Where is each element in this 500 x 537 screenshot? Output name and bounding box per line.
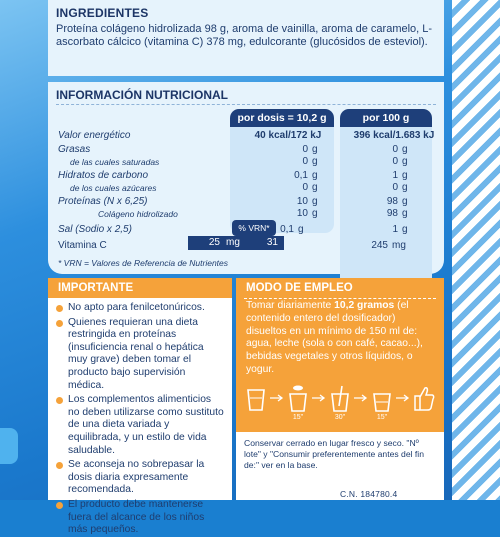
row-label: Grasas [58,144,91,155]
thumbs-up-icon [412,384,436,412]
row-value-100g: 98 [386,208,398,219]
nutrition-footnote: * VRN = Valores de Referencia de Nutrientes [58,258,229,268]
row-label: Proteínas (N x 6,25) [58,196,148,207]
arrow-icon [396,394,410,402]
vrn-header: % VRN* [232,220,276,236]
row-value-dose: 0 [302,144,308,155]
row-value-100g: 245 [371,240,388,251]
side-tab-decoration [0,428,18,464]
product-code: C.N. 184780.4 [340,489,398,499]
row-protein [58,196,436,208]
step-time: 30" [334,414,346,421]
row-value-100g: 98 [386,196,398,207]
method-title: MODO DE EMPLEO [236,278,444,298]
step-time: 15" [292,414,304,421]
striped-edge-decoration [452,0,500,500]
row-collagen [58,208,436,220]
arrow-icon [312,394,326,402]
row-unit-dose: g [312,144,318,155]
vitamin-c-vrn-value: 31 [266,237,278,248]
row-unit-100g: g [402,224,408,235]
row-unit-dose: g [312,196,318,207]
row-value-100g: 1 [392,224,398,235]
row-fat [58,144,436,156]
row-carbs [58,170,436,182]
row-value-100g: 396 kcal/1.683 kJ [353,130,435,141]
row-sugars [58,182,436,194]
list-item: Se aconseja no sobrepasar la dosis diaria expresamente recomendada. [56,459,224,497]
arrow-icon [354,394,368,402]
method-text: (el contenido entero del dosificador) disueltos en un mínimo de 150 ml de: agua, leche (sola o con café, cacao...), bebidas vegetales y otros líquidos, o yogur. [246,300,423,375]
wait-glass-icon [370,384,394,412]
row-value-dose: 40 kcal/172 kJ [254,130,322,141]
vitamin-c-dose-bar [188,236,284,250]
row-unit-dose: g [312,182,318,193]
ingredients-panel [48,0,444,76]
row-label: de las cuales saturadas [70,157,160,167]
row-unit-dose: g [298,224,304,235]
list-item: No apto para fenilcetonúricos. [56,302,224,315]
row-label: Sal (Sodio x 2,5) [58,224,132,235]
row-unit-100g: g [402,182,408,193]
method-text-block [246,300,436,377]
scoop-into-glass-icon [286,384,310,412]
vitamin-c-dose-unit: mg [226,237,240,248]
list-item: El producto debe mantenerse fuera del alcance de los niños más pequeños. [56,499,224,537]
row-unit-dose: g [312,156,318,167]
step-time: 15" [376,414,388,421]
row-value-dose: 0 [302,156,308,167]
list-item: Los complementos alimenticios no deben utilizarse como sustituto de una dieta variada y equilibrada, y un estilo de vida saludable. [56,394,224,457]
method-dose: 10,2 gramos [334,300,395,311]
row-label: de los cuales azúcares [70,183,157,193]
row-unit-dose: g [312,208,318,219]
method-panel [236,278,444,432]
glass-icon [244,384,268,412]
per-100g-header: por 100 g [340,109,432,127]
row-value-dose: 0,1 [294,170,308,181]
row-label: Valor energético [58,130,131,141]
row-value-100g: 0 [392,182,398,193]
row-value-dose: 0 [302,182,308,193]
row-unit-dose: g [312,170,318,181]
row-value-100g: 1 [392,170,398,181]
row-label: Vitamina C [58,240,107,251]
row-unit-100g: g [402,156,408,167]
ingredients-text: Proteína colágeno hidrolizada 98 g, aroma de vainilla, aroma de caramelo, L-ascorbato cálcico (vitamina C) 378 mg, edulcorante (glucósidos de esteviol). [56,23,433,48]
arrow-icon [270,394,284,402]
row-label: Colágeno hidrolizado [98,209,178,219]
row-value-100g: 0 [392,156,398,167]
divider [56,104,436,105]
row-value-dose: 10 [296,196,308,207]
important-panel [48,278,232,536]
ingredients-title: INGREDIENTES [56,6,149,20]
divider [244,298,436,299]
row-value-100g: 0 [392,144,398,155]
list-item: Quienes requieran una dieta restringida en proteínas (insuficiencia renal o hepática muy grave) deben tomar el producto bajo supervisión médica. [56,317,224,393]
row-value-dose: 10 [296,208,308,219]
vitamin-c-dose-value: 25 [208,237,220,248]
important-title: IMPORTANTE [48,278,232,298]
method-intro: Tomar diariamente [246,300,332,311]
row-unit-100g: g [402,170,408,181]
important-list [48,298,232,537]
row-label: Hidratos de carbono [58,170,149,181]
storage-text: Conservar cerrado en lugar fresco y seco. "Nº lote" y "Consumir preferentemente antes del fin de:" ver en la base. [244,438,424,470]
row-saturated [58,156,436,168]
row-unit-100g: g [402,144,408,155]
row-energy [58,130,436,142]
nutrition-title: INFORMACIÓN NUTRICIONAL [56,88,228,102]
row-unit-100g: g [402,196,408,207]
row-value-dose: 0,1 [280,224,294,235]
stir-icon [328,384,352,412]
per-dose-header: por dosis = 10,2 g [230,109,334,127]
row-unit-100g: g [402,208,408,219]
preparation-steps [244,384,438,430]
row-unit-100g: mg [392,240,406,251]
